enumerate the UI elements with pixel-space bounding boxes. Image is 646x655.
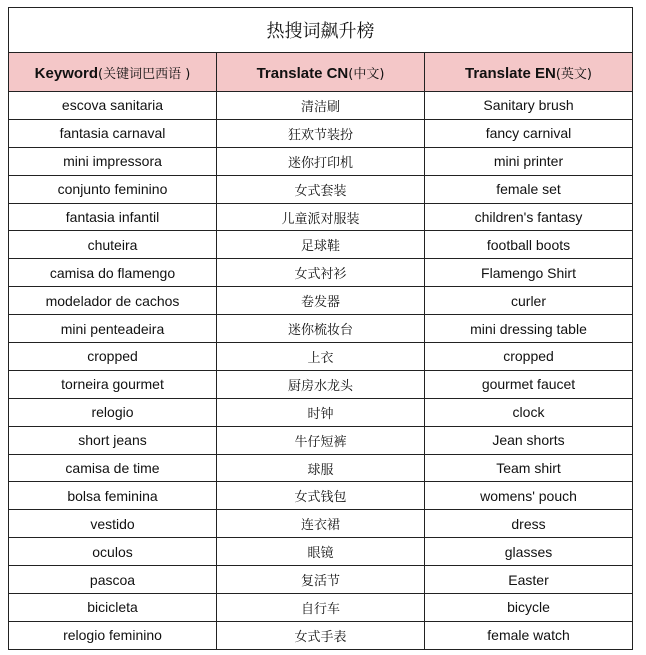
translate-cn-cell: 上衣 xyxy=(217,343,425,371)
header-keyword-en: Keyword xyxy=(34,64,99,82)
table-body xyxy=(9,92,633,650)
keyword-cell: conjunto feminino xyxy=(9,175,217,203)
table-row xyxy=(9,203,633,231)
table-row xyxy=(9,147,633,175)
translate-cn-cell: 卷发器 xyxy=(217,287,425,315)
table-row xyxy=(9,398,633,426)
translate-en-cell: cropped xyxy=(425,343,633,371)
translate-en-cell: dress xyxy=(425,510,633,538)
translate-cn-cell: 自行车 xyxy=(217,594,425,622)
keyword-cell: mini impressora xyxy=(9,147,217,175)
keyword-cell: bolsa feminina xyxy=(9,482,217,510)
translate-cn-cell: 儿童派对服装 xyxy=(217,203,425,231)
translate-en-cell: children's fantasy xyxy=(425,203,633,231)
translate-cn-cell: 连衣裙 xyxy=(217,510,425,538)
keyword-cell: escova sanitaria xyxy=(9,92,217,120)
keyword-cell: camisa do flamengo xyxy=(9,259,217,287)
keyword-cell: relogio xyxy=(9,398,217,426)
translate-cn-cell: 眼镜 xyxy=(217,538,425,566)
translate-en-cell: curler xyxy=(425,287,633,315)
keyword-cell: short jeans xyxy=(9,426,217,454)
trending-keywords-table xyxy=(8,7,633,650)
header-translate-cn xyxy=(217,53,425,92)
keyword-cell: fantasia carnaval xyxy=(9,119,217,147)
translate-cn-cell: 清洁刷 xyxy=(217,92,425,120)
table-row xyxy=(9,426,633,454)
keyword-cell: mini penteadeira xyxy=(9,315,217,343)
translate-en-cell: mini printer xyxy=(425,147,633,175)
keyword-cell: camisa de time xyxy=(9,454,217,482)
translate-cn-cell: 狂欢节装扮 xyxy=(217,119,425,147)
translate-en-cell: Easter xyxy=(425,566,633,594)
translate-en-cell: fancy carnival xyxy=(425,119,633,147)
translate-en-cell: football boots xyxy=(425,231,633,259)
table-row xyxy=(9,454,633,482)
table-row xyxy=(9,287,633,315)
translate-cn-cell: 女式套装 xyxy=(217,175,425,203)
table-row xyxy=(9,370,633,398)
table-row xyxy=(9,510,633,538)
translate-cn-cell: 厨房水龙头 xyxy=(217,370,425,398)
translate-cn-cell: 复活节 xyxy=(217,566,425,594)
keyword-cell: cropped xyxy=(9,343,217,371)
translate-en-cell: mini dressing table xyxy=(425,315,633,343)
keyword-cell: vestido xyxy=(9,510,217,538)
translate-cn-cell: 足球鞋 xyxy=(217,231,425,259)
keyword-cell: torneira gourmet xyxy=(9,370,217,398)
translate-cn-cell: 迷你打印机 xyxy=(217,147,425,175)
table-row xyxy=(9,259,633,287)
table-row xyxy=(9,343,633,371)
table-row xyxy=(9,566,633,594)
translate-cn-cell: 女式钱包 xyxy=(217,482,425,510)
translate-en-cell: Flamengo Shirt xyxy=(425,259,633,287)
translate-cn-cell: 女式手表 xyxy=(217,621,425,649)
translate-en-cell: Team shirt xyxy=(425,454,633,482)
header-translate-en-en: Translate EN xyxy=(464,64,556,82)
table-row xyxy=(9,231,633,259)
table-row xyxy=(9,119,633,147)
translate-en-cell: female watch xyxy=(425,621,633,649)
translate-en-cell: bicycle xyxy=(425,594,633,622)
header-translate-cn-en: Translate CN xyxy=(256,64,349,82)
table-row xyxy=(9,175,633,203)
table-title: 热搜词飙升榜 xyxy=(9,8,633,53)
table-row xyxy=(9,594,633,622)
translate-cn-cell: 女式衬衫 xyxy=(217,259,425,287)
translate-en-cell: clock xyxy=(425,398,633,426)
header-row xyxy=(9,53,633,92)
header-translate-en xyxy=(425,53,633,92)
translate-cn-cell: 牛仔短裤 xyxy=(217,426,425,454)
translate-en-cell: Jean shorts xyxy=(425,426,633,454)
header-keyword-cn: (关键词巴西语 ) xyxy=(98,66,191,82)
translate-en-cell: female set xyxy=(425,175,633,203)
keyword-cell: chuteira xyxy=(9,231,217,259)
keyword-cell: oculos xyxy=(9,538,217,566)
translate-cn-cell: 时钟 xyxy=(217,398,425,426)
table-row xyxy=(9,621,633,649)
keyword-cell: bicicleta xyxy=(9,594,217,622)
table-row xyxy=(9,538,633,566)
translate-cn-cell: 球服 xyxy=(217,454,425,482)
translate-en-cell: womens' pouch xyxy=(425,482,633,510)
keyword-cell: relogio feminino xyxy=(9,621,217,649)
keyword-cell: fantasia infantil xyxy=(9,203,217,231)
keyword-cell: modelador de cachos xyxy=(9,287,217,315)
header-keyword xyxy=(9,53,217,92)
table-row xyxy=(9,315,633,343)
translate-cn-cell: 迷你梳妆台 xyxy=(217,315,425,343)
translate-en-cell: glasses xyxy=(425,538,633,566)
translate-en-cell: gourmet faucet xyxy=(425,370,633,398)
header-translate-en-cn: (英文) xyxy=(555,66,593,82)
header-translate-cn-cn: (中文) xyxy=(348,66,385,82)
table-row xyxy=(9,482,633,510)
table-row xyxy=(9,92,633,120)
keyword-cell: pascoa xyxy=(9,566,217,594)
translate-en-cell: Sanitary brush xyxy=(425,92,633,120)
